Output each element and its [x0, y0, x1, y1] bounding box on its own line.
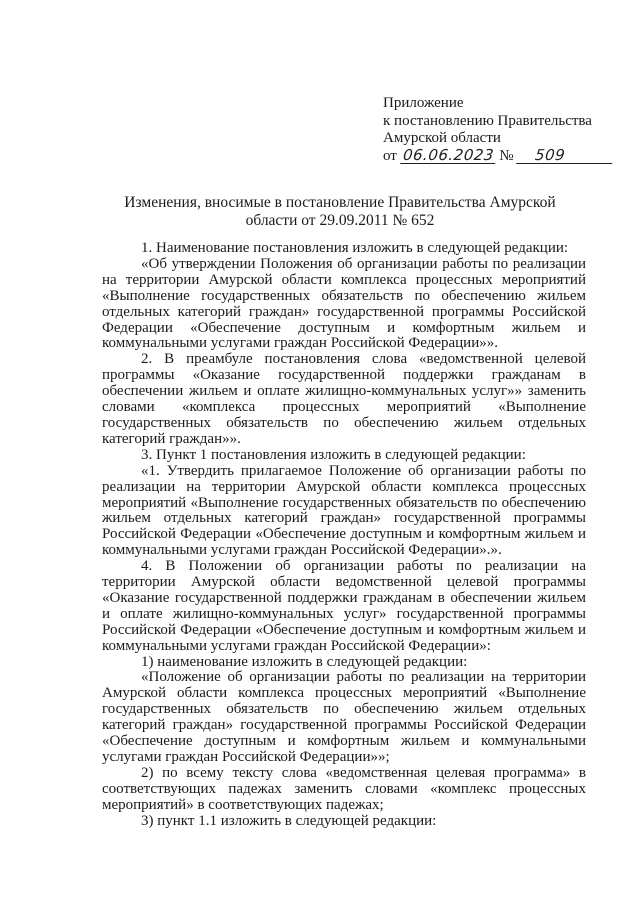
- paragraph: 2) по всему тексту слова «ведомственная целевая программа» в соответствующих падежах заменить словами «комплекс процессных мероприятий» в соответствующих падежах;: [102, 764, 586, 813]
- paragraph: 1) наименование изложить в следующей редакции:: [141, 653, 468, 670]
- appendix-date-line: [383, 145, 623, 166]
- appendix-block: [383, 95, 623, 165]
- paragraph: «Об утверждении Положения об организации работы по реализации на территории Амурской области комплекса процессных мероприятий «Выполнение государственных обязательств по обеспечению жильем отдельных категорий граждан» государственной программы Российской Федерации «Обеспечение доступным и комфортным жильем и коммунальными услугами граждан Российской Федерации»».: [102, 255, 586, 352]
- appendix-label: Приложение: [383, 95, 464, 111]
- date-prefix: от: [383, 147, 397, 164]
- paragraph: «1. Утвердить прилагаемое Положение об организации работы по реализации на территории Амурской области комплекса процессных мероприятий «Выполнение государственных обязательств по обеспечению жильем отдельных категорий граждан» государственной программы Российской Федерации «Обеспечение доступным и комфортным жильем и коммунальными услугами граждан Российской Федерации».».: [102, 462, 586, 559]
- paragraph: 3. Пункт 1 постановления изложить в следующей редакции:: [141, 446, 526, 463]
- paragraph: 1. Наименование постановления изложить в следующей редакции:: [141, 240, 569, 256]
- paragraph: 2. В преамбуле постановления слова «ведомственной целевой программы «Оказание государственной поддержки гражданам в обеспечении жильем и оплате жилищно-коммунальных услуг»» заменить словами «комплекса процессных мероприятий «Выполнение государственных обязательств по обеспечению жильем отдельных категорий граждан»».: [102, 351, 586, 447]
- title-line-2: области от 29.09.2011 № 652: [245, 212, 435, 229]
- paragraph: 4. В Положении об организации работы по реализации на территории Амурской области ведомственной целевой программы «Оказание государственной поддержки гражданам в обеспечении жильем и оплате жилищно-коммунальных услуг» государственной программы Российской Федерации «Обеспечение доступным и комфортным жильем и коммунальными услугами граждан Российской Федерации»:: [102, 558, 586, 654]
- document-body: [102, 241, 586, 830]
- paragraph: 3) пункт 1.1 изложить в следующей редакции:: [141, 812, 437, 829]
- paragraph: «Положение об организации работы по реализации на территории Амурской области комплекса процессных мероприятий «Выполнение государственных обязательств по обеспечению жильем отдельных категорий граждан» государственной программы Российской Федерации «Обеспечение доступным и комфортным жильем и коммунальными услугами граждан Российской Федерации»»;: [102, 669, 586, 765]
- number-prefix: №: [499, 147, 514, 164]
- appendix-resolution-ref: к постановлению Правительства: [383, 112, 592, 129]
- title-line-1: Изменения, вносимые в постановление Правительства Амурской: [124, 194, 556, 211]
- appendix-region: Амурской области: [383, 130, 501, 146]
- handwritten-number: 509: [516, 148, 614, 164]
- document-title: [100, 194, 580, 230]
- handwritten-date: 06.06.2023: [401, 145, 495, 164]
